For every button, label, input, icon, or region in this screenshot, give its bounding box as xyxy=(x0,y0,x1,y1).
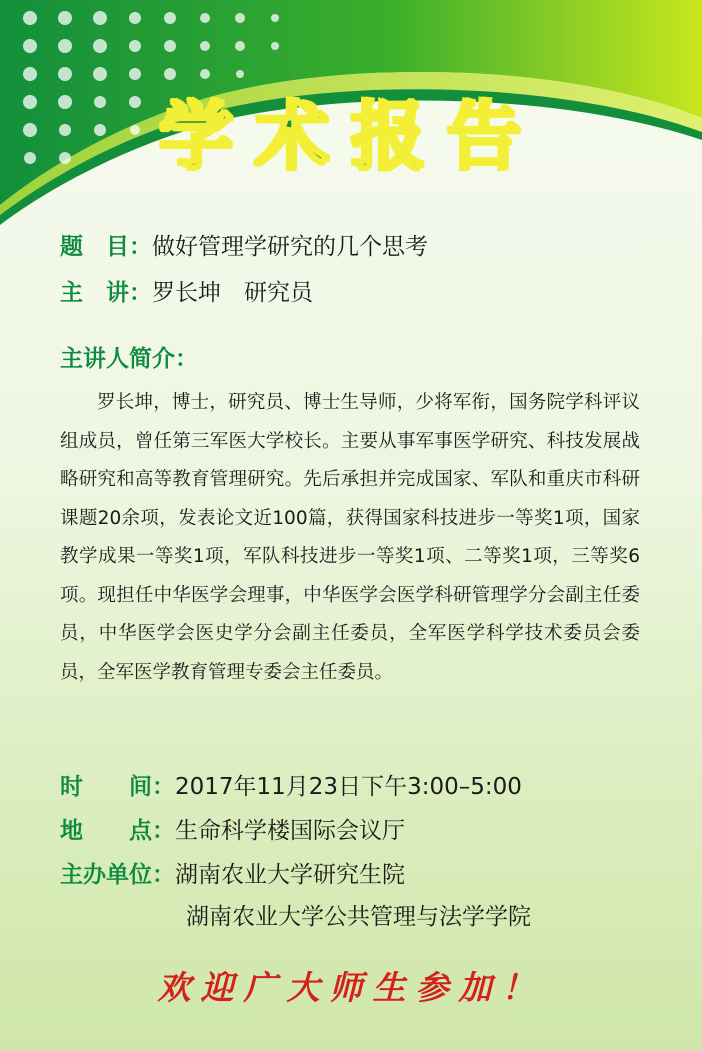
speaker-row xyxy=(60,274,313,307)
host-value-1: 湖南农业大学研究生院 xyxy=(175,862,405,888)
header-banner xyxy=(0,0,702,230)
host-label: 主办单位： xyxy=(60,861,175,888)
topic-value: 做好管理学研究的几个思考 xyxy=(152,234,428,260)
time-value: 2017年11月23日下午3:00–5:00 xyxy=(175,774,522,800)
speaker-label: 主 讲： xyxy=(60,279,152,306)
place-row xyxy=(60,812,405,845)
place-label: 地 点： xyxy=(60,817,175,844)
intro-title: 主讲人简介： xyxy=(60,345,198,372)
topic-label: 题 目： xyxy=(60,233,152,260)
welcome-text: 欢迎广大师生参加！ xyxy=(157,968,545,1007)
time-row xyxy=(60,768,522,801)
place-value: 生命科学楼国际会议厅 xyxy=(175,818,405,844)
poster-title: 学术报告 xyxy=(159,94,543,180)
host-value-2: 湖南农业大学公共管理与法学学院 xyxy=(186,904,531,930)
topic-row xyxy=(60,228,428,261)
speaker-value: 罗长坤 研究员 xyxy=(152,280,313,306)
host-row xyxy=(60,856,405,889)
speaker-bio: 罗长坤，博士，研究员、博士生导师，少将军衔，国务院学科评议组成员，曾任第三军医大学校长。主要从事军事医学研究、科技发展战略研究和高等教育管理研究。先后承担并完成国家、军队和重庆市科研课题20余项，发表论文近100篇，获得国家科技进步一等奖1项，国家教学成果一等奖1项，军队科技进步一等奖1项、二等奖1项，三等奖6项。现担任中华医学会理事，中华医学会医学科研管理学分会副主任委员，中华医学会医史学分会副主任委员，全军医学科学技术委员会委员，全军医学教育管理专委会主任委员。 xyxy=(60,392,640,683)
host-row-2 xyxy=(186,898,531,931)
time-label: 时 间： xyxy=(60,773,175,800)
